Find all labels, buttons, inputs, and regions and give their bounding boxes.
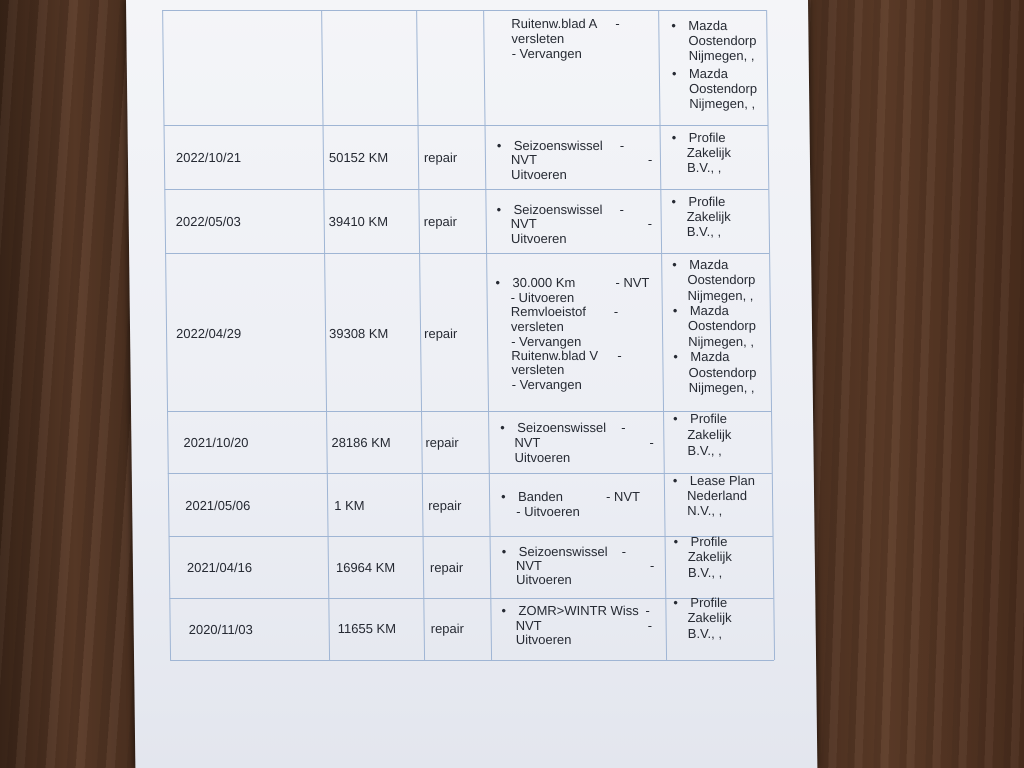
dealer-line: B.V., , xyxy=(687,565,723,580)
date-cell: 2022/05/03 xyxy=(175,214,241,229)
type-cell: repair xyxy=(423,214,458,229)
work-line: Uitvoeren xyxy=(510,231,567,246)
type-cell: repair xyxy=(425,435,459,450)
work-line: - Vervangen xyxy=(511,334,582,349)
work-line: - NVT xyxy=(615,275,650,290)
work-line: • Seizoenswissel xyxy=(513,202,602,217)
date-cell: 2021/10/20 xyxy=(183,435,249,450)
row-divider xyxy=(165,253,769,254)
work-dash: - xyxy=(613,304,619,319)
km-cell: 39410 KM xyxy=(328,214,389,229)
work-dash: - xyxy=(647,216,653,231)
dealer-line: Oostendorp xyxy=(687,318,757,333)
type-cell: repair xyxy=(428,498,462,513)
dealer-line: B.V., , xyxy=(687,443,722,458)
row-divider xyxy=(167,411,771,412)
work-line: versleten xyxy=(511,31,565,46)
work-dash: - xyxy=(649,435,654,450)
column-divider xyxy=(658,10,667,660)
type-cell: repair xyxy=(429,560,464,575)
work-dash: - xyxy=(645,603,650,618)
type-cell: repair xyxy=(423,326,458,341)
row-divider xyxy=(169,536,773,537)
row-divider xyxy=(164,125,768,126)
work-line: - Uitvoeren xyxy=(516,504,580,519)
work-line: - NVT xyxy=(605,489,641,504)
dealer-line: B.V., , xyxy=(686,224,722,239)
date-cell: 2022/10/21 xyxy=(175,150,242,165)
date-cell: 2022/04/29 xyxy=(175,326,242,341)
row-divider xyxy=(170,660,774,661)
dealer-line: • Mazda xyxy=(688,18,727,33)
table-border-left xyxy=(162,10,171,660)
dealer-line: • Profile xyxy=(689,130,726,145)
work-line: Uitvoeren xyxy=(514,450,571,465)
km-cell: 50152 KM xyxy=(328,150,389,165)
km-cell: 1 KM xyxy=(334,498,365,513)
dealer-line: Zakelijk xyxy=(687,549,732,564)
dealer-line: Nijmegen, , xyxy=(688,380,755,395)
km-cell: 16964 KM xyxy=(335,560,396,575)
work-line: Uitvoeren xyxy=(511,167,567,182)
work-dash: - xyxy=(621,420,626,435)
dealer-line: Zakelijk xyxy=(686,209,731,224)
dealer-line: • Profile xyxy=(688,194,725,209)
dealer-line: Nijmegen, , xyxy=(688,48,755,63)
dealer-line: B.V., , xyxy=(687,626,723,641)
paper-sheet xyxy=(126,0,817,768)
type-cell: repair xyxy=(423,150,458,165)
dealer-line: Oostendorp xyxy=(688,81,758,96)
work-line: versleten xyxy=(511,362,565,377)
dealer-line: Zakelijk xyxy=(687,427,732,442)
work-line: Uitvoeren xyxy=(515,632,572,647)
dealer-line: B.V., , xyxy=(686,160,722,175)
dealer-line: • Profile xyxy=(691,534,728,549)
dealer-line: • Mazda xyxy=(689,66,728,81)
row-divider xyxy=(162,10,766,11)
work-line: • Seizoenswissel xyxy=(514,138,603,153)
dealer-line: Zakelijk xyxy=(686,145,732,160)
work-line: - Uitvoeren xyxy=(510,290,575,305)
dealer-line: • Profile xyxy=(690,411,727,426)
km-cell: 39308 KM xyxy=(328,326,389,341)
table-border-right xyxy=(766,10,775,660)
work-dash: - xyxy=(615,16,620,31)
work-line: • Seizoenswissel xyxy=(517,420,606,435)
work-dash: - xyxy=(619,202,624,217)
work-line: Uitvoeren xyxy=(515,572,572,587)
date-cell: 2021/04/16 xyxy=(186,560,253,575)
work-line: Ruitenw.blad V xyxy=(511,348,599,363)
work-line: NVT xyxy=(514,435,541,450)
dealer-line: Nijmegen, , xyxy=(688,334,755,349)
km-cell: 11655 KM xyxy=(337,621,397,636)
dealer-line: Zakelijk xyxy=(687,610,732,625)
work-line: Remvloeistof xyxy=(510,304,587,319)
dealer-line: Nijmegen, , xyxy=(689,96,756,111)
work-dash: - xyxy=(621,544,627,559)
work-dash: - xyxy=(617,348,622,363)
dealer-line: Nijmegen, , xyxy=(687,288,754,303)
km-cell: 28186 KM xyxy=(331,435,391,450)
dealer-line: Oostendorp xyxy=(687,272,756,287)
work-line: - Vervangen xyxy=(511,377,582,392)
work-line: • 30.000 Km xyxy=(512,275,575,290)
dealer-line: • Mazda xyxy=(690,349,729,364)
work-line: • Banden xyxy=(518,489,563,504)
dealer-line: • Profile xyxy=(690,595,727,610)
row-divider xyxy=(169,598,773,599)
dealer-line: Oostendorp xyxy=(688,365,757,380)
work-line: versleten xyxy=(510,319,564,334)
work-line: • Seizoenswissel xyxy=(519,544,608,559)
date-cell: 2021/05/06 xyxy=(185,498,251,513)
work-dash: - xyxy=(647,152,653,167)
work-dash: - xyxy=(649,558,655,573)
dealer-line: • Mazda xyxy=(690,303,729,318)
work-line: NVT xyxy=(510,216,537,231)
dealer-line: • Lease Plan xyxy=(690,473,755,488)
dealer-line: Nederland xyxy=(686,488,748,503)
dealer-line: Oostendorp xyxy=(688,33,757,48)
row-divider xyxy=(164,189,768,190)
work-line: Ruitenw.blad A xyxy=(511,16,598,31)
work-dash: - xyxy=(619,138,625,153)
column-divider xyxy=(483,10,492,660)
work-dash: - xyxy=(647,618,653,633)
date-cell: 2020/11/03 xyxy=(188,622,253,637)
work-line: NVT xyxy=(515,558,543,573)
work-line: NVT xyxy=(515,618,542,633)
work-line: • ZOMR>WINTR Wiss xyxy=(518,603,638,618)
work-line: NVT xyxy=(510,152,538,167)
type-cell: repair xyxy=(430,621,465,636)
dealer-line: • Mazda xyxy=(689,257,728,272)
dealer-line: N.V., , xyxy=(687,503,723,518)
row-divider xyxy=(168,473,772,474)
work-line: - Vervangen xyxy=(511,46,582,61)
wooden-table-right xyxy=(796,0,1024,768)
